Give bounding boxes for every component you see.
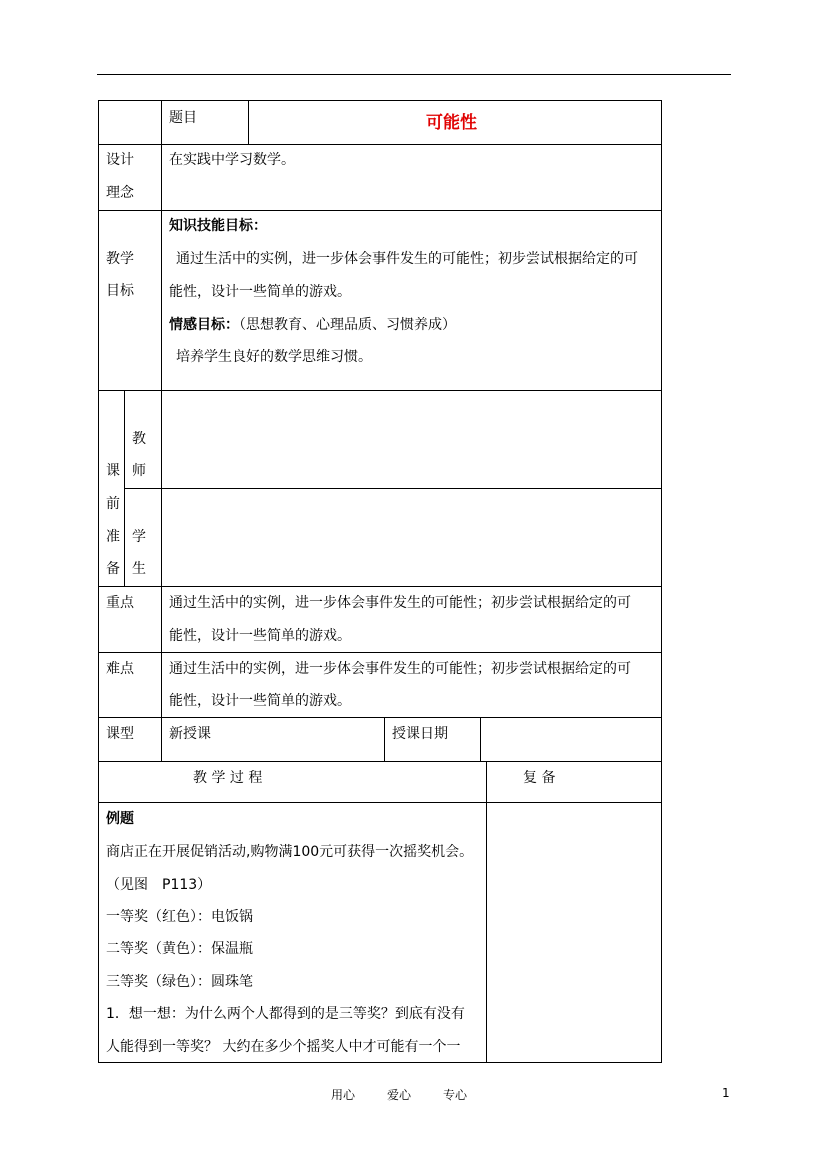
type-value: 新授课 [169, 726, 211, 742]
key-label: 重点 [106, 595, 134, 611]
row-divider [98, 586, 662, 587]
review-header: 复 备 [523, 770, 556, 786]
col-divider [161, 586, 162, 762]
goals-emotion-line: 培养学生良好的数学思维习惯。 [176, 349, 372, 365]
col-divider [161, 144, 162, 390]
prep-label-ke: 课 [106, 463, 120, 479]
goals-label-2: 目标 [106, 283, 134, 299]
prep-student-2: 生 [132, 561, 146, 577]
goals-label-1: 教学 [106, 251, 134, 267]
difficult-line2: 能性，设计一些简单的游戏。 [169, 693, 351, 709]
prep-teacher-2: 师 [132, 463, 146, 479]
row-divider [98, 652, 662, 653]
footer-motto-1: 用心 [331, 1088, 356, 1102]
row-divider [98, 802, 662, 803]
goals-skills-line1: 通过生活中的实例，进一步体会事件发生的可能性；初步尝试根据给定的可 [176, 251, 638, 267]
example-title: 例题 [106, 811, 134, 827]
process-line: 人能得到一等奖？ 大约在多少个摇奖人中才可能有一个一 [106, 1039, 461, 1055]
design-label-1: 设计 [106, 152, 134, 168]
topic-label: 题目 [169, 110, 197, 126]
col-divider [480, 717, 481, 762]
goals-emotion-note: （思想教育、心理品质、习惯养成） [239, 317, 456, 333]
design-content: 在实践中学习数学。 [169, 152, 295, 168]
header-rule [97, 74, 731, 75]
goals-heading-skills: 知识技能目标： [169, 218, 267, 234]
prep-student-1: 学 [132, 529, 146, 545]
col-divider [161, 100, 162, 144]
row-divider [98, 717, 662, 718]
process-line: 1．想一想：为什么两个人都得到的是三等奖？到底有没有 [106, 1006, 465, 1022]
difficult-line1: 通过生活中的实例，进一步体会事件发生的可能性；初步尝试根据给定的可 [169, 661, 631, 677]
process-line: 一等奖（红色）：电饭锅 [106, 909, 253, 925]
difficult-label: 难点 [106, 661, 134, 677]
col-divider [384, 717, 385, 762]
page-number: 1 [722, 1086, 730, 1100]
footer-motto-3: 专心 [443, 1088, 468, 1102]
design-label-2: 理念 [106, 185, 134, 201]
row-divider [98, 210, 662, 211]
footer-motto-2: 爱心 [387, 1088, 412, 1102]
goals-emotion-title: 情感目标： [169, 317, 239, 333]
prep-label-zhun: 准 [106, 529, 120, 545]
col-divider [248, 100, 249, 144]
row-divider [98, 390, 662, 391]
prep-label-bei: 备 [106, 561, 120, 577]
page-title: 可能性 [426, 113, 477, 133]
process-line: （见图 P113） [106, 877, 212, 893]
prep-teacher-1: 教 [132, 431, 146, 447]
row-divider [98, 144, 662, 145]
process-header: 教 学 过 程 [193, 770, 263, 786]
date-label: 授课日期 [392, 726, 448, 742]
goals-skills-line2: 能性，设计一些简单的游戏。 [169, 284, 351, 300]
process-line: 三等奖（绿色）：圆珠笔 [106, 974, 253, 990]
process-line: 商店正在开展促销活动,购物满100元可获得一次摇奖机会。 [106, 844, 474, 860]
prep-label-qian: 前 [106, 496, 120, 512]
key-line2: 能性，设计一些简单的游戏。 [169, 628, 351, 644]
process-line: 二等奖（黄色）：保温瓶 [106, 941, 253, 957]
col-divider [486, 761, 487, 1063]
key-line1: 通过生活中的实例，进一步体会事件发生的可能性；初步尝试根据给定的可 [169, 595, 631, 611]
row-divider [124, 488, 662, 489]
goals-heading-emotion [169, 315, 456, 335]
type-label: 课型 [106, 726, 134, 742]
